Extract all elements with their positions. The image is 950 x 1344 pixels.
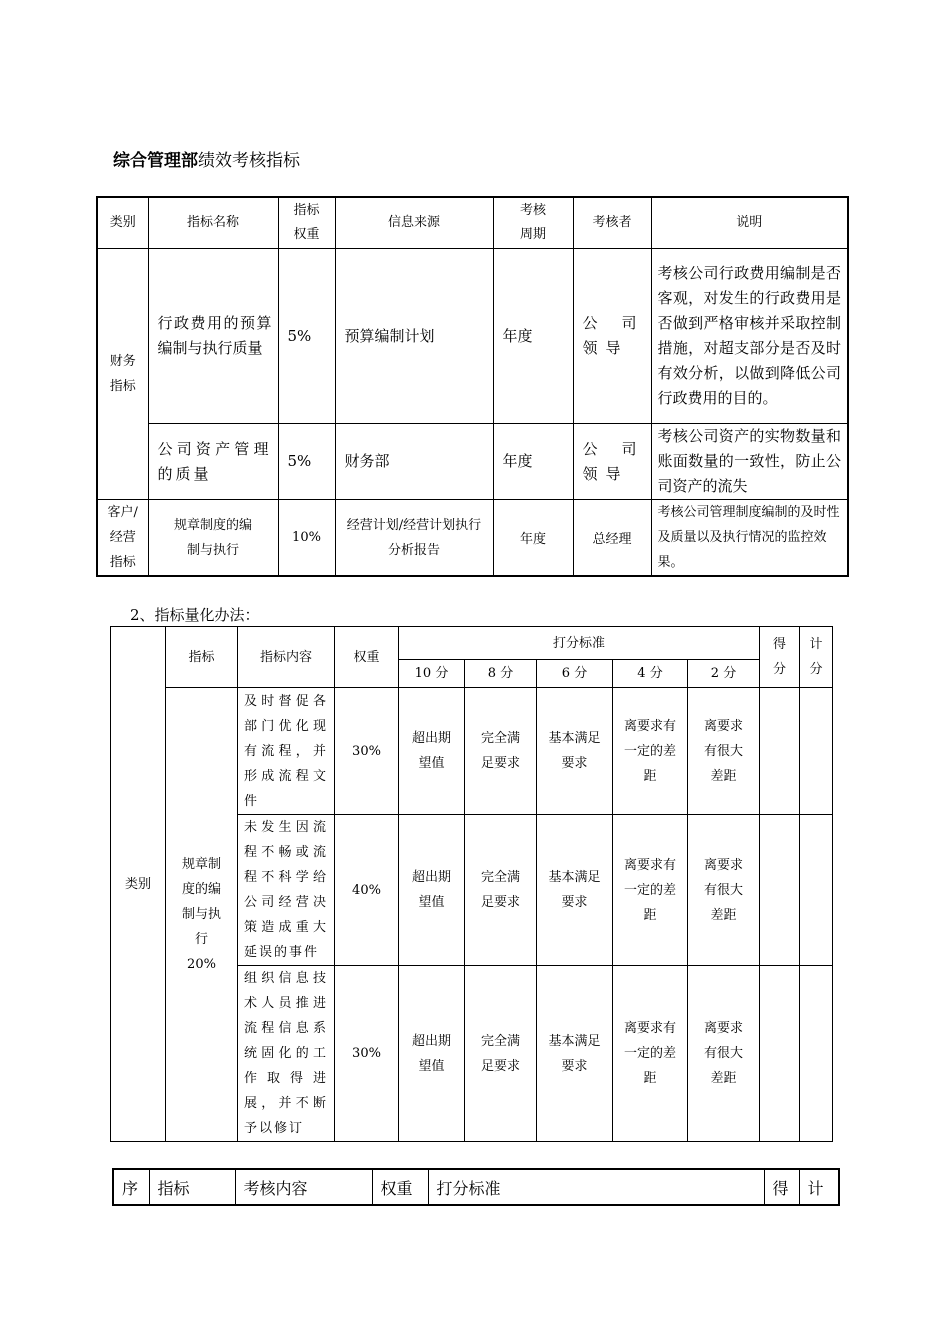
assess-period: 年度	[493, 249, 573, 424]
header-scoring: 打分标准	[399, 627, 760, 660]
assessor: 公司领导	[573, 424, 651, 500]
info-source: 预算编制计划	[335, 249, 493, 424]
header-indicator: 指标	[166, 627, 238, 688]
header-indicator: 指标	[149, 1169, 235, 1205]
header-scoring: 打分标准	[428, 1169, 764, 1205]
table-row	[97, 424, 848, 500]
info-source: 财务部	[335, 424, 493, 500]
header-indicator: 指标名称	[148, 197, 278, 249]
category-customer: 客户/ 经营 指标	[97, 500, 148, 577]
score-8: 完全满足要求	[465, 815, 537, 966]
note: 考核公司资产的实物数量和账面数量的一致性，防止公司资产的流失	[651, 424, 848, 500]
score-8: 完全满足要求	[465, 688, 537, 815]
score-10: 超出期望值	[399, 688, 465, 815]
score-cell	[760, 966, 800, 1142]
header-assessor: 考核者	[573, 197, 651, 249]
note: 考核公司行政费用编制是否客观，对发生的行政费用是否做到严格审核并采取控制措施，对超支部分是否及时有效分析，以做到降低公司行政费用的目的。	[651, 249, 848, 424]
indicator-name: 规章制度的编制与执行	[148, 500, 278, 577]
calc-cell	[800, 966, 833, 1142]
header-content: 考核内容	[235, 1169, 372, 1205]
score-6: 基本满足要求	[537, 815, 613, 966]
score-6: 基本满足要求	[537, 688, 613, 815]
header-seq: 序	[113, 1169, 149, 1205]
assessment-table	[112, 1168, 840, 1206]
table-row	[97, 500, 848, 577]
header-row	[111, 627, 833, 660]
score-10: 超出期望值	[399, 966, 465, 1142]
table-row	[111, 688, 833, 815]
category-cell: 类别	[111, 627, 166, 1142]
level-2: 2 分	[688, 660, 760, 688]
indicator-weight: 10%	[278, 500, 335, 577]
title-rest: 绩效考核指标	[198, 151, 300, 171]
header-weight: 权重	[372, 1169, 428, 1205]
title-bold: 综合管理部	[113, 151, 198, 171]
score-cell	[760, 688, 800, 815]
section-heading: 2、指标量化办法：	[130, 606, 260, 624]
score-10: 超出期望值	[399, 815, 465, 966]
score-8: 完全满足要求	[465, 966, 537, 1142]
level-8: 8 分	[465, 660, 537, 688]
note: 考核公司管理制度编制的及时性及质量以及执行情况的监控效果。	[651, 500, 848, 577]
level-4: 4 分	[613, 660, 688, 688]
header-weight: 指标 权重	[278, 197, 335, 249]
header-score: 得 分	[760, 627, 800, 688]
indicator-name: 行政费用的预算编制与执行质量	[148, 249, 278, 424]
content-cell: 组织信息技术人员推进流程信息系统固化的工作取得进展，并不断予以修订	[238, 966, 335, 1142]
score-4: 离要求有一定的差距	[613, 688, 688, 815]
header-period: 考核 周期	[493, 197, 573, 249]
calc-cell	[800, 688, 833, 815]
table-row	[97, 249, 848, 424]
score-2: 离要求有很大差距	[688, 688, 760, 815]
content-cell: 未发生因流程不畅或流程不科学给公司经营决策造成重大延误的事件	[238, 815, 335, 966]
score-cell	[760, 815, 800, 966]
header-content: 指标内容	[238, 627, 335, 688]
header-category: 类别	[97, 197, 148, 249]
assessor: 公司领导	[573, 249, 651, 424]
header-note: 说明	[651, 197, 848, 249]
page-title	[113, 146, 300, 171]
assess-period: 年度	[493, 424, 573, 500]
kpi-table	[96, 196, 849, 577]
quantification-table	[110, 626, 833, 1142]
header-row	[113, 1169, 839, 1205]
indicator-weight: 5%	[278, 424, 335, 500]
weight-cell: 30%	[335, 966, 399, 1142]
level-6: 6 分	[537, 660, 613, 688]
indicator-name: 公司资产管理的质量	[148, 424, 278, 500]
score-6: 基本满足要求	[537, 966, 613, 1142]
category-finance: 财务 指标	[97, 249, 148, 500]
score-4: 离要求有一定的差距	[613, 815, 688, 966]
score-4: 离要求有一定的差距	[613, 966, 688, 1142]
assessor: 总经理	[573, 500, 651, 577]
info-source: 经营计划/经营计划执行分析报告	[335, 500, 493, 577]
weight-cell: 40%	[335, 815, 399, 966]
header-score: 得	[764, 1169, 799, 1205]
content-cell: 及时督促各部门优化现有流程，并形成流程文件	[238, 688, 335, 815]
calc-cell	[800, 815, 833, 966]
weight-cell: 30%	[335, 688, 399, 815]
indicator-cell: 规章制 度的编 制与执 行 20%	[166, 688, 238, 1142]
score-2: 离要求有很大差距	[688, 966, 760, 1142]
score-2: 离要求有很大差距	[688, 815, 760, 966]
header-calc: 计	[799, 1169, 839, 1205]
header-source: 信息来源	[335, 197, 493, 249]
kpi-header-row	[97, 197, 848, 249]
level-10: 10 分	[399, 660, 465, 688]
assess-period: 年度	[493, 500, 573, 577]
indicator-weight: 5%	[278, 249, 335, 424]
header-weight: 权重	[335, 627, 399, 688]
header-calc: 计 分	[800, 627, 833, 688]
